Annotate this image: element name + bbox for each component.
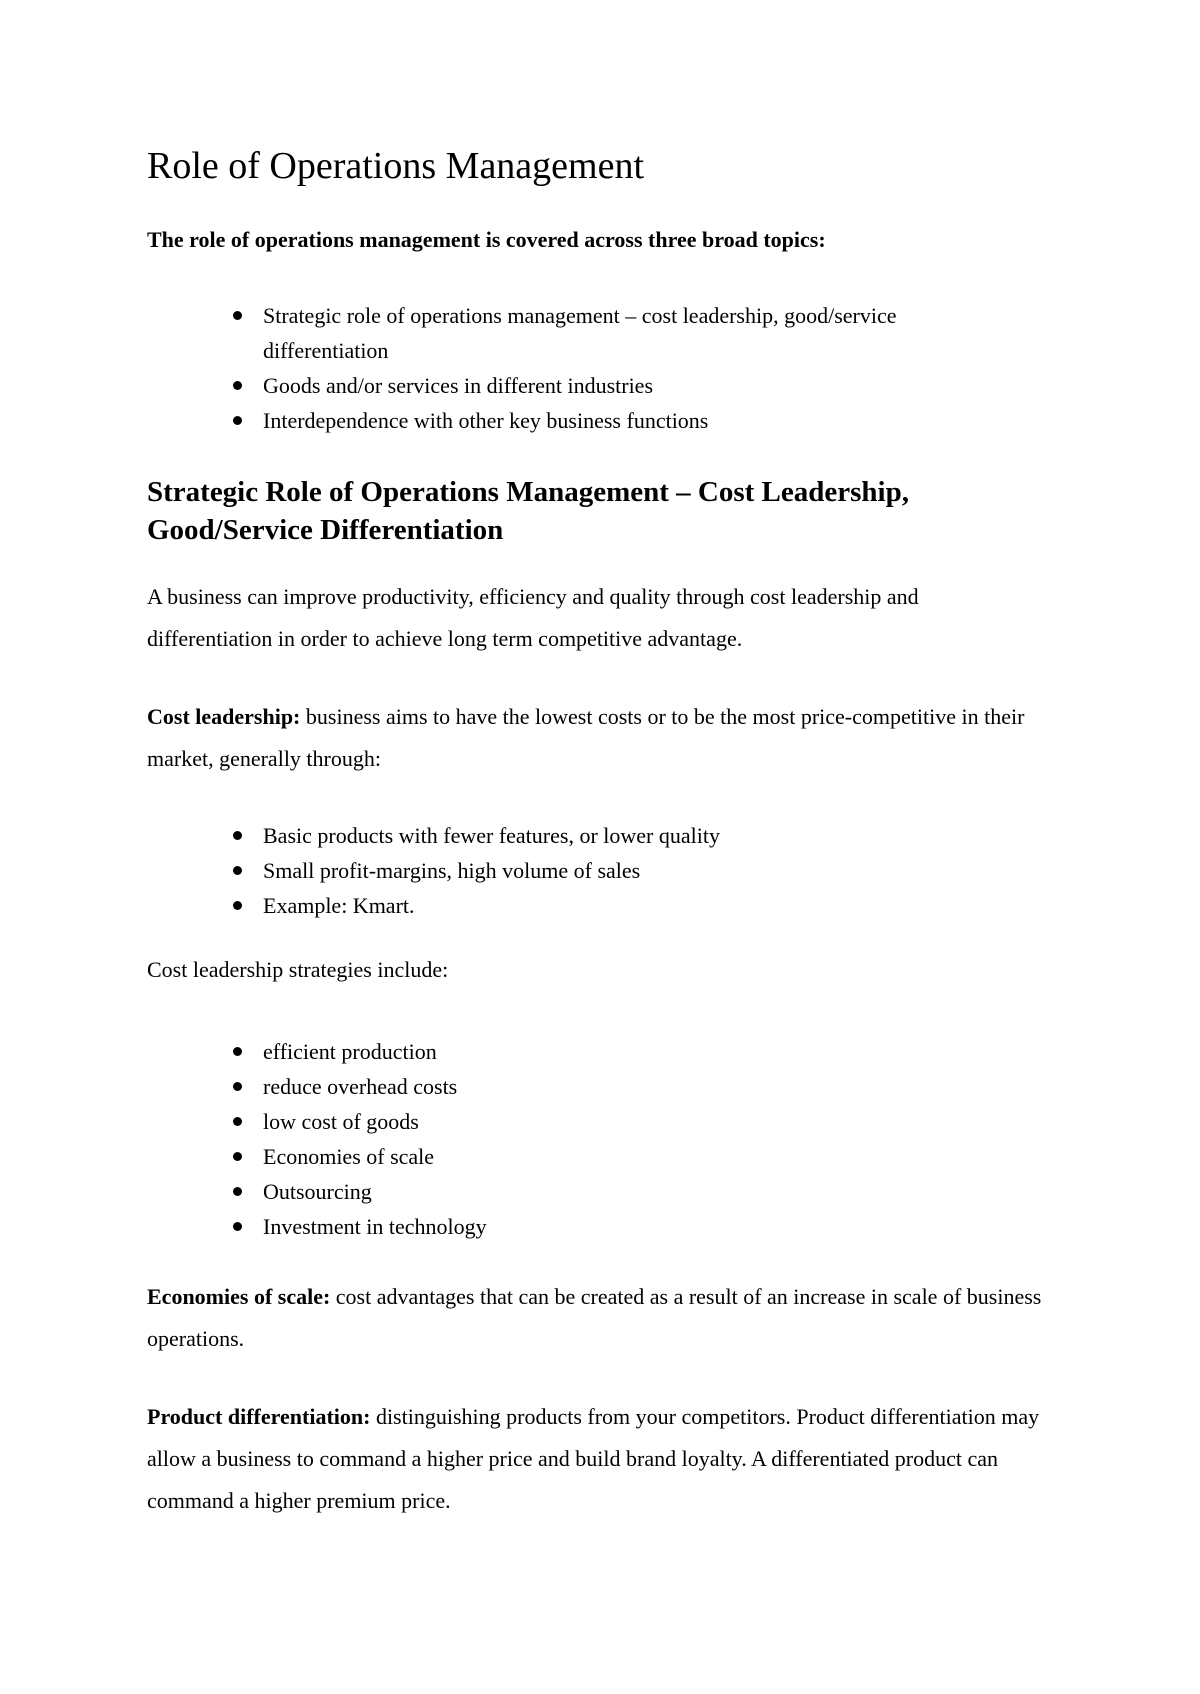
bullet-icon — [233, 311, 242, 320]
economies-term: Economies of scale: — [147, 1284, 331, 1309]
topics-list — [147, 298, 1027, 438]
list-item-text: efficient production — [263, 1039, 437, 1064]
section-heading: Strategic Role of Operations Management – Cost Leadership, Good/Service Differentiation — [147, 476, 909, 546]
list-item-text: Investment in technology — [263, 1214, 487, 1239]
bullet-icon — [233, 866, 242, 875]
list-item — [147, 853, 1047, 888]
list-item — [147, 368, 1027, 403]
economies-paragraph — [147, 1276, 1047, 1360]
page-title: Role of Operations Management — [147, 145, 645, 187]
list-item — [147, 403, 1027, 438]
list-item-text: Economies of scale — [263, 1144, 435, 1169]
product-differentiation-term: Product differentiation: — [147, 1404, 371, 1429]
product-differentiation-text: distinguishing products from your competitors. Product differentiation may allow a business to command a higher price and build brand loyalty. A differentiated product can command a higher premium price. — [147, 1404, 1040, 1513]
business-paragraph: A business can improve productivity, efficiency and quality through cost leadership and differentiation in order to achieve long term competitive advantage. — [147, 584, 919, 651]
cost-points-list — [147, 818, 1047, 923]
bullet-icon — [233, 901, 242, 910]
product-differentiation-paragraph — [147, 1396, 1047, 1522]
bullet-icon — [233, 1187, 242, 1196]
list-item — [147, 1139, 1047, 1174]
list-item-text: Basic products with fewer features, or lower quality — [263, 823, 720, 848]
bullet-icon — [233, 1047, 242, 1056]
bullet-icon — [233, 1222, 242, 1231]
list-item-text: Strategic role of operations management – cost leadership, good/service differentiation — [263, 303, 897, 363]
list-item — [147, 1069, 1047, 1104]
list-item — [147, 1034, 1047, 1069]
bullet-icon — [233, 416, 242, 425]
bullet-icon — [233, 831, 242, 840]
list-item-text: low cost of goods — [263, 1109, 419, 1134]
list-item-text: Goods and/or services in different industries — [263, 373, 654, 398]
cost-leadership-paragraph — [147, 696, 1047, 780]
list-item — [147, 298, 1027, 368]
intro-text: The role of operations management is covered across three broad topics: — [147, 227, 826, 252]
strategies-list — [147, 1034, 1047, 1244]
list-item — [147, 818, 1047, 853]
list-item-text: Outsourcing — [263, 1179, 372, 1204]
cost-leadership-term: Cost leadership: — [147, 704, 301, 729]
list-item — [147, 1174, 1047, 1209]
bullet-icon — [233, 1117, 242, 1126]
list-item-text: Interdependence with other key business functions — [263, 408, 709, 433]
list-item-text: reduce overhead costs — [263, 1074, 458, 1099]
strategies-intro: Cost leadership strategies include: — [147, 957, 449, 982]
cost-leadership-text: business aims to have the lowest costs or to be the most price-competitive in their market, generally through: — [147, 704, 1025, 771]
list-item — [147, 888, 1047, 923]
list-item-text: Example: Kmart. — [263, 893, 415, 918]
bullet-icon — [233, 1152, 242, 1161]
list-item — [147, 1104, 1047, 1139]
bullet-icon — [233, 381, 242, 390]
economies-text: cost advantages that can be created as a result of an increase in scale of business operations. — [147, 1284, 1042, 1351]
bullet-icon — [233, 1082, 242, 1091]
list-item-text: Small profit-margins, high volume of sales — [263, 858, 641, 883]
list-item — [147, 1209, 1047, 1244]
